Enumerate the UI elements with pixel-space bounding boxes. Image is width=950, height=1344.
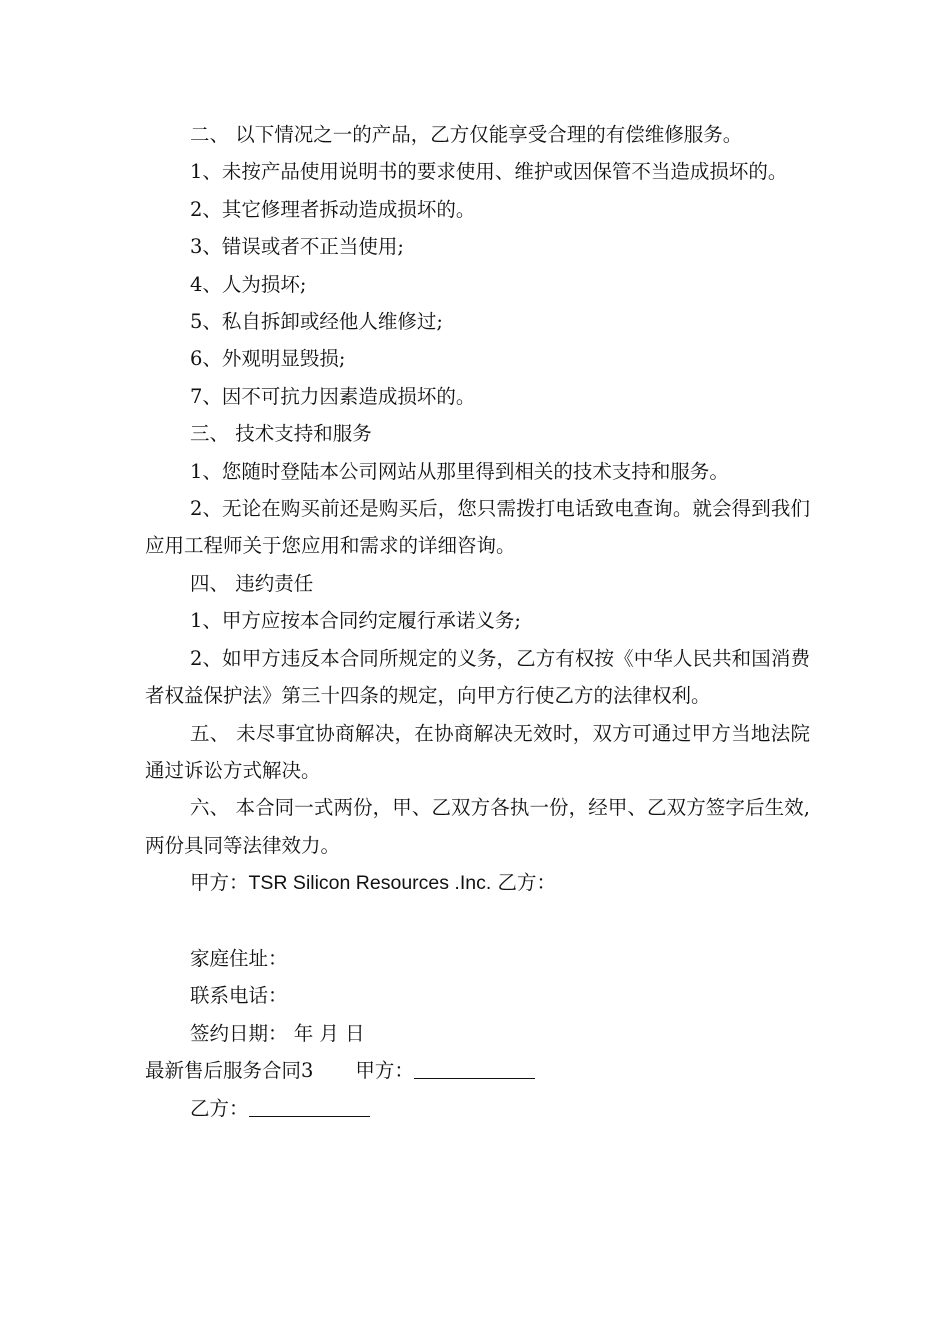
date-value: 年 月 日 [287, 1021, 365, 1045]
section-2-item-1: 1、未按产品使用说明书的要求使用、维护或因保管不当造成损坏的。 [190, 160, 788, 184]
blank-line [145, 903, 810, 940]
section-2-item-6: 6、外观明显毁损; [190, 347, 346, 371]
section-2-item-5: 5、私自拆卸或经他人维修过; [190, 310, 443, 334]
section-4-heading: 四、 违约责任 [190, 571, 314, 595]
section-3-item-2: 2、无论在购买前还是购买后，您只需拨打电话致电查询。就会得到我们应用工程师关于您应用和需求的详细咨询。 [145, 497, 810, 558]
section-2-heading: 二、 以下情况之一的产品，乙方仅能享受合理的有偿维修服务。 [190, 123, 743, 146]
party-b-label: 乙方： [491, 871, 556, 895]
section-2-item-3: 3、错误或者不正当使用; [190, 235, 404, 259]
next-party-b-line [145, 1090, 810, 1127]
date-label: 签约日期： [190, 1021, 288, 1045]
party-a-label: 甲方： [190, 871, 249, 895]
section-3-item-1: 1、您随时登陆本公司网站从那里得到相关的技术支持和服务。 [190, 459, 729, 483]
next-party-a-label: 甲方： [355, 1059, 414, 1083]
next-contract-title: 最新售后服务合同3 [145, 1059, 314, 1083]
party-b-signature-blank [249, 1096, 370, 1117]
section-5: 五、 未尽事宜协商解决，在协商解决无效时，双方可通过甲方当地法院通过诉讼方式解决。 [145, 721, 810, 782]
section-2-item-7: 7、因不可抗力因素造成损坏的。 [190, 384, 476, 408]
section-6: 六、 本合同一式两份，甲、乙双方各执一份，经甲、乙双方签字后生效, 两份具同等法律效力。 [145, 796, 810, 857]
signature-parties-line [145, 864, 810, 902]
section-3-heading: 三、 技术支持和服务 [190, 422, 372, 446]
document-page [145, 116, 810, 1127]
section-2-item-2: 2、其它修理者拆动造成损坏的。 [190, 197, 476, 221]
section-2-item-4: 4、人为损坏; [190, 272, 307, 296]
next-contract-title-line [145, 1052, 810, 1089]
section-4-item-2: 2、如甲方违反本合同所规定的义务，乙方有权按《中华人民共和国消费者权益保护法》第三十四条的规定，向甲方行使乙方的法律权利。 [145, 646, 810, 708]
party-a-name: TSR Silicon Resources .Inc. [248, 872, 492, 895]
next-party-b-label: 乙方： [190, 1096, 249, 1120]
section-4-item-1: 1、甲方应按本合同约定履行承诺义务; [190, 609, 521, 633]
date-line [145, 1015, 810, 1052]
party-a-signature-blank [414, 1058, 535, 1079]
address-line: 家庭住址： [190, 946, 288, 970]
phone-line: 联系电话： [190, 984, 288, 1008]
